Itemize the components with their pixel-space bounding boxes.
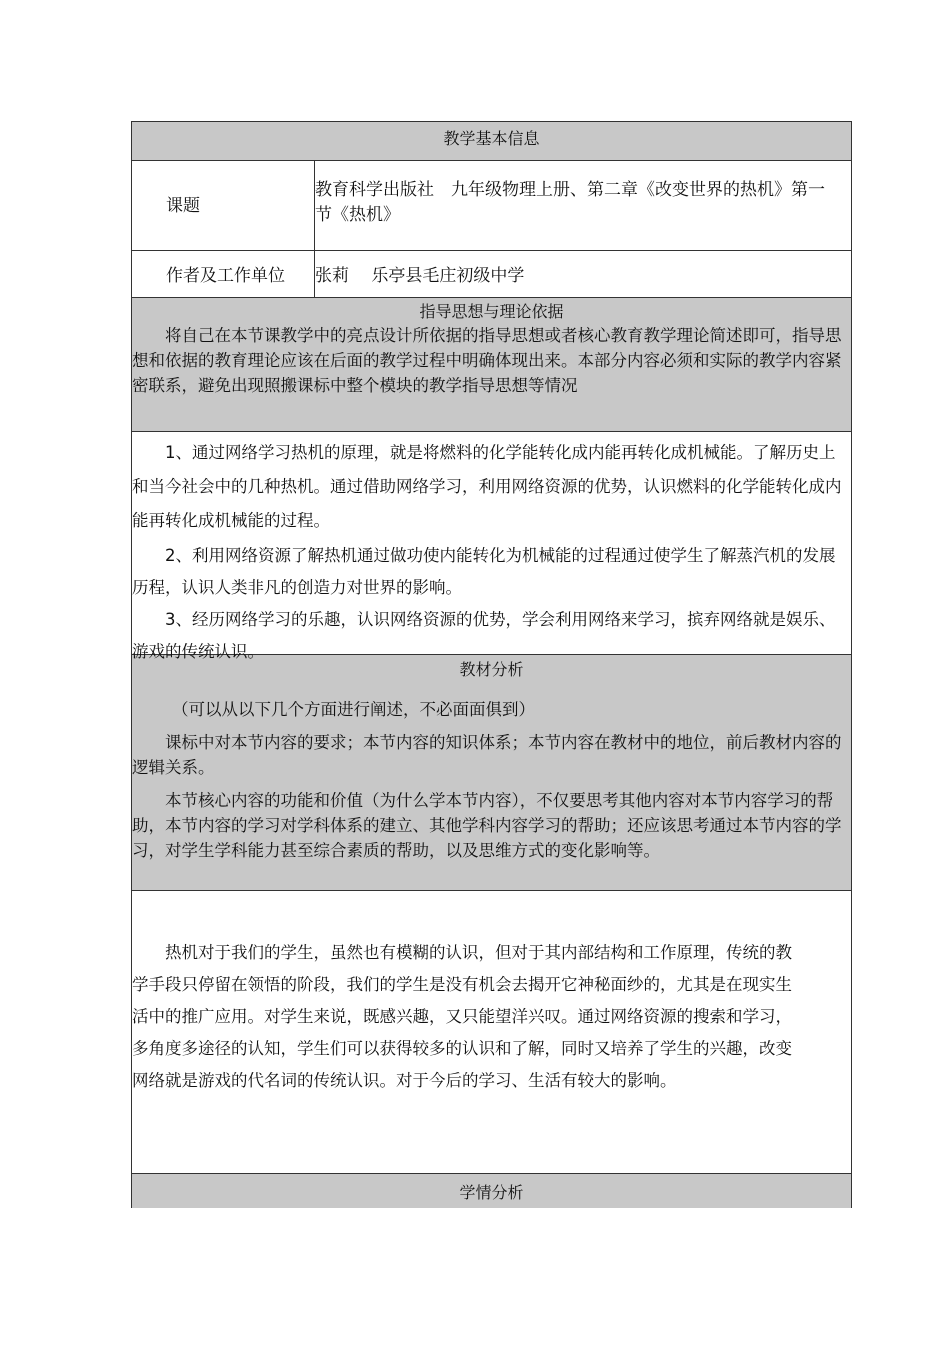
guiding-header: 指导思想与理论依据 bbox=[419, 302, 564, 321]
student-analysis-header: 学情分析 bbox=[132, 1174, 851, 1208]
material-instruction: 课标中对本节内容的要求；本节内容的知识体系；本节内容在教材中的地位，前后教材内容的逻辑关系。 bbox=[132, 733, 842, 777]
material-analysis-text: 热机对于我们的学生，虽然也有模糊的认识，但对于其内部结构和工作原理，传统的教学手段只停留在领悟的阶段，我们的学生是没有机会去揭开它神秘面纱的，尤其是在现实生活中的推广应用。对学生来说，既感兴趣，又只能望洋兴叹。通过网络资源的搜索和学习，多角度多途径的认知，学生们可以获得较多的认识和了解，同时又培养了学生的兴趣，改变网络就是游戏的代名词的传统认识。对于今后的学习、生活有较大的影响。 bbox=[132, 943, 792, 1090]
guiding-point: 1、通过网络学习热机的原理，就是将燃料的化学能转化成内能再转化成机械能。了解历史上和当今社会中的几种热机。通过借助网络学习，利用网络资源的优势，认识燃料的化学能转化成内能再转化成机械能的过程。 bbox=[132, 443, 842, 530]
material-body bbox=[132, 891, 851, 1174]
material-header: 教材分析 bbox=[459, 660, 524, 679]
material-instruction: 本节核心内容的功能和价值（为什么学本节内容），不仅要思考其他内容对本节内容学习的帮助，本节内容的学习对学科体系的建立、其他学科内容学习的帮助；还应该思考通过本节内容的学习，对学生学科能力甚至综合素质的帮助，以及思维方式的变化影响等。 bbox=[132, 791, 842, 860]
author-row bbox=[132, 251, 851, 298]
author-value: 张莉 乐亭县毛庄初级中学 bbox=[315, 266, 525, 286]
material-section-header bbox=[132, 655, 851, 891]
topic-label: 课题 bbox=[132, 161, 315, 250]
guiding-point: 2、利用网络资源了解热机通过做功使内能转化为机械能的过程通过使学生了解蒸汽机的发展历程，认识人类非凡的创造力对世界的影响。 bbox=[132, 546, 836, 597]
guiding-point: 3、经历网络学习的乐趣，认识网络资源的优势，学会利用网络来学习，摈弃网络就是娱乐、游戏的传统认识。 bbox=[132, 610, 836, 661]
guiding-body bbox=[132, 432, 851, 661]
topic-row bbox=[132, 161, 851, 251]
material-note: （可以从以下几个方面进行阐述，不必面面俱到） bbox=[172, 700, 535, 719]
guiding-section-header bbox=[132, 298, 851, 432]
author-label: 作者及工作单位 bbox=[132, 251, 315, 297]
lesson-plan-table bbox=[131, 121, 852, 1208]
basic-info-header: 教学基本信息 bbox=[132, 122, 851, 161]
guiding-instruction: 将自己在本节课教学中的亮点设计所依据的指导思想或者核心教育教学理论简述即可，指导思想和依据的教育理论应该在后面的教学过程中明确体现出来。本部分内容必须和实际的教学内容紧密联系，避免出现照搬课标中整个模块的教学指导思想等情况 bbox=[132, 326, 842, 395]
topic-value: 教育科学出版社 九年级物理上册、第二章《改变世界的热机》第一节《热机》 bbox=[315, 180, 825, 225]
